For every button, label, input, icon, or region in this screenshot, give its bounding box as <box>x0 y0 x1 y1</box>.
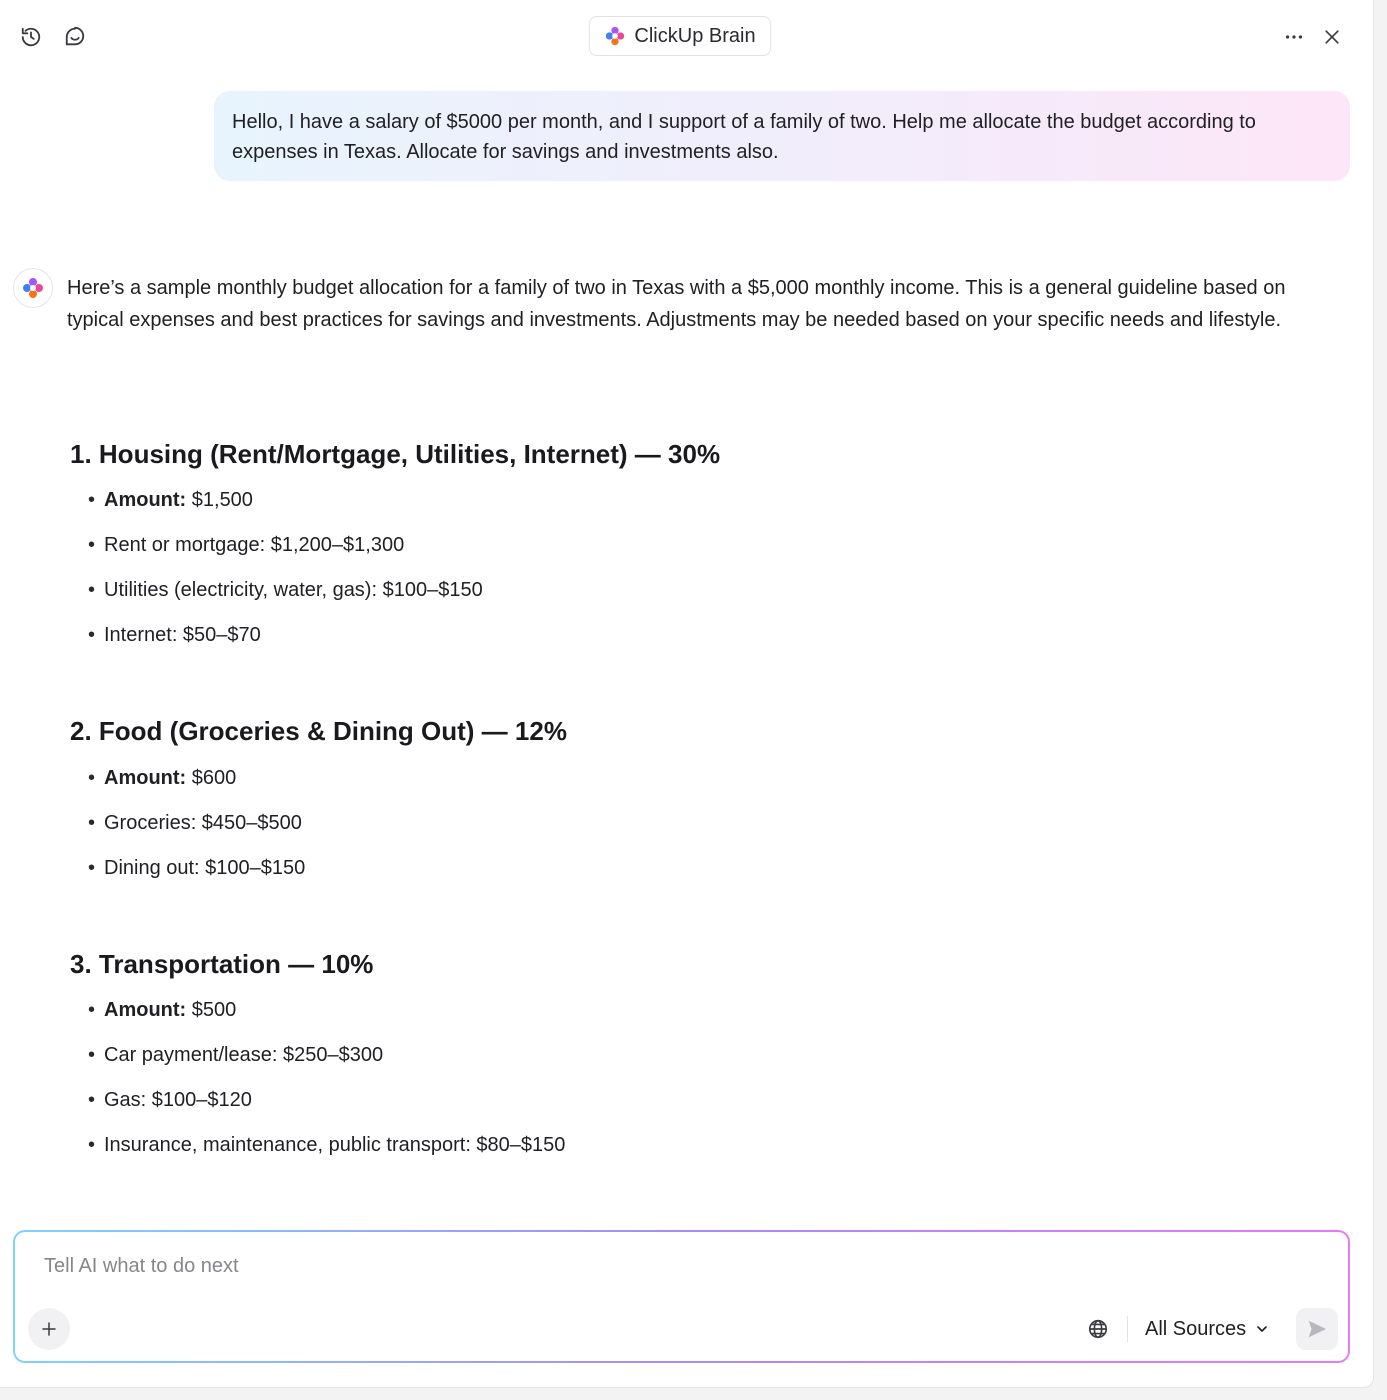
header-right-actions <box>1281 24 1345 50</box>
list-item: • Dining out: $100–$150 <box>88 857 306 879</box>
clickup-brain-logo-icon <box>604 25 626 47</box>
plus-icon <box>40 1320 58 1338</box>
chevron-down-icon <box>1254 1321 1270 1337</box>
section-title-transportation: 3. Transportation — 10% <box>70 949 374 979</box>
list-item: • Utilities (electricity, water, gas): $100–$150 <box>88 579 483 601</box>
ai-response-intro: Here’s a sample monthly budget allocation for a family of two in Texas with a $5,000 monthly income. This is a general guideline based on typical expenses and best practices for savings and investments. Adjustments may be needed based on your specific needs and lifestyle. <box>67 277 1286 331</box>
new-chat-icon[interactable] <box>62 24 88 50</box>
section-list-food <box>88 764 305 899</box>
history-icon[interactable] <box>18 24 44 50</box>
list-item: • Amount: $1,500 <box>88 489 253 511</box>
brand-title-pill[interactable] <box>589 16 771 56</box>
app-title: ClickUp Brain <box>634 24 756 47</box>
header-left-actions <box>18 24 88 50</box>
clickup-brain-avatar-icon <box>21 276 45 300</box>
add-attachment-button[interactable] <box>28 1308 70 1350</box>
list-item: • Car payment/lease: $250–$300 <box>88 1044 384 1066</box>
section-list-housing <box>88 486 483 666</box>
ai-avatar <box>13 268 53 308</box>
globe-icon <box>1087 1318 1109 1340</box>
send-button[interactable] <box>1296 1308 1338 1350</box>
list-item: • Amount: $600 <box>88 767 237 789</box>
sources-dropdown[interactable] <box>1145 1314 1270 1344</box>
section-title-food: 2. Food (Groceries & Dining Out) — 12% <box>70 716 567 746</box>
section-list-transportation <box>88 996 565 1176</box>
composer-divider <box>1127 1316 1128 1342</box>
list-item: • Insurance, maintenance, public transport: $80–$150 <box>88 1134 566 1156</box>
composer <box>13 1230 1350 1363</box>
send-icon <box>1306 1318 1328 1340</box>
close-icon[interactable] <box>1319 24 1345 50</box>
more-icon[interactable] <box>1281 24 1307 50</box>
composer-inner <box>15 1232 1348 1361</box>
web-search-toggle[interactable] <box>1085 1316 1111 1342</box>
section-title-housing: 1. Housing (Rent/Mortgage, Utilities, Internet) — 30% <box>70 439 721 469</box>
list-item: • Groceries: $450–$500 <box>88 812 302 834</box>
user-message-bubble: Hello, I have a salary of $5000 per month, and I support of a family of two. Help me allocate the budget according to expenses in Texas. Allocate for savings and investments also. <box>214 91 1350 181</box>
list-item: • Rent or mortgage: $1,200–$1,300 <box>88 534 405 556</box>
list-item: • Amount: $500 <box>88 999 237 1021</box>
list-item: • Gas: $100–$120 <box>88 1089 252 1111</box>
list-item: • Internet: $50–$70 <box>88 624 261 646</box>
prompt-input[interactable] <box>42 1254 1046 1279</box>
sources-label: All Sources <box>1145 1317 1247 1340</box>
